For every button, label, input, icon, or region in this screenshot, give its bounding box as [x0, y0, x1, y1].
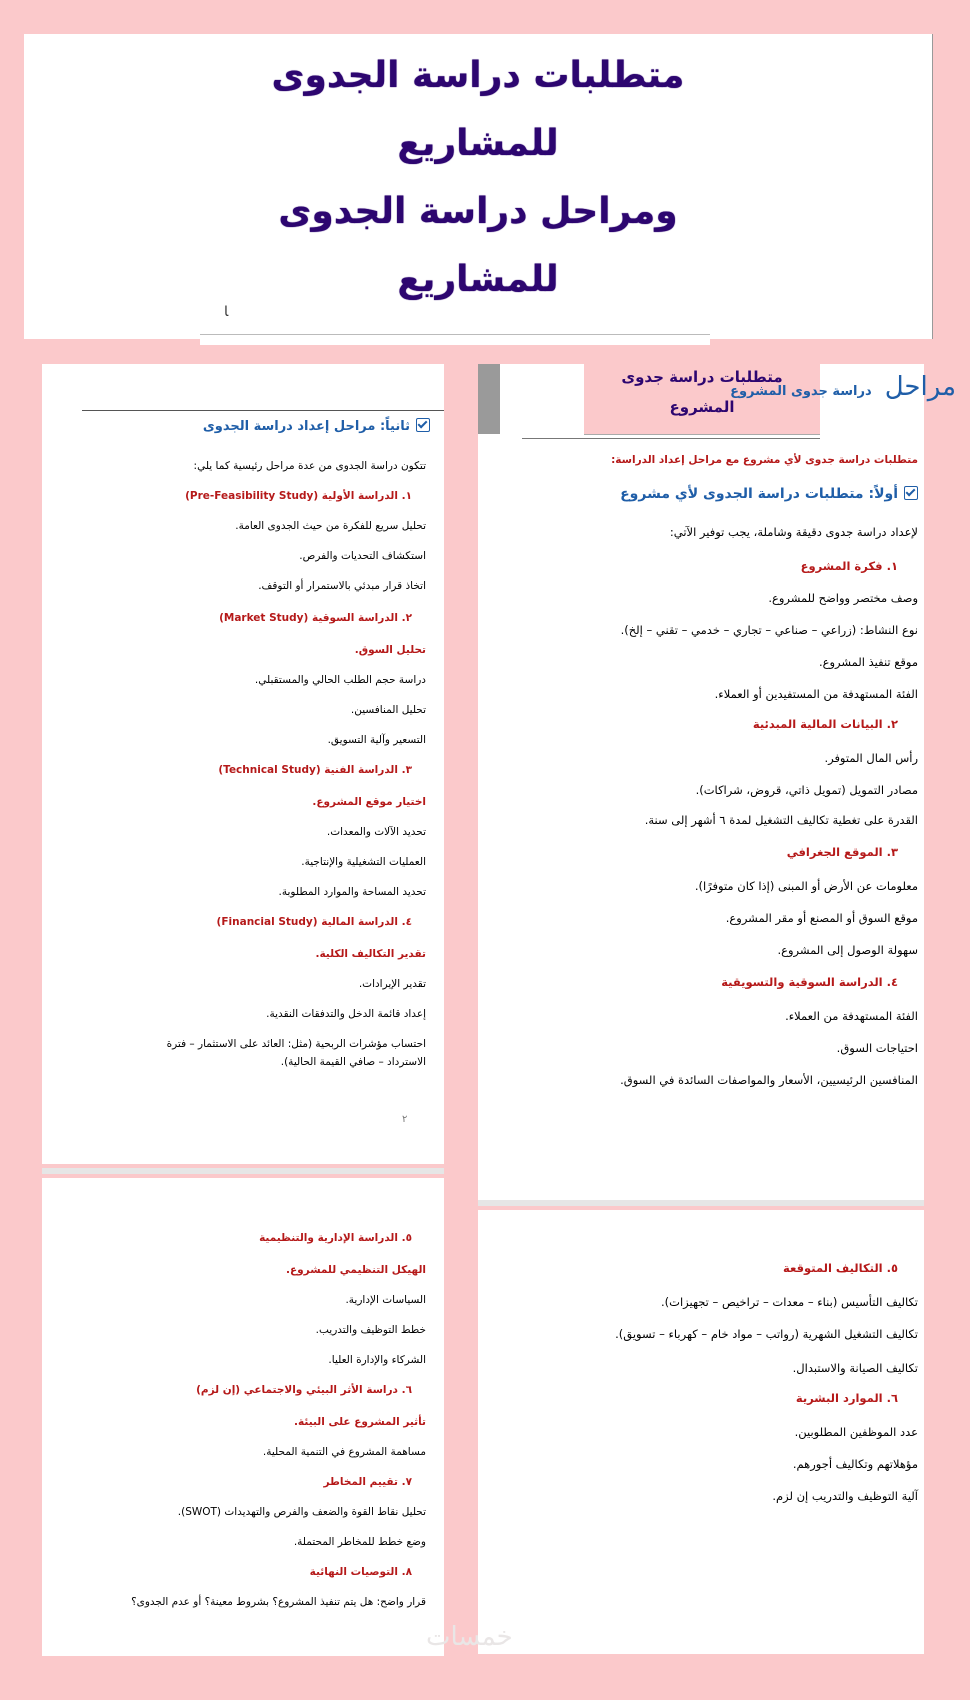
page-number: ٢	[402, 1114, 408, 1125]
banner-line-1: متطلبات دراسة جدوى	[621, 368, 783, 386]
list-item: عدد الموظفين المطلوبين.	[794, 1425, 918, 1439]
list-item: اتخاذ قرار مبدئي بالاستمرار أو التوقف.	[258, 580, 426, 592]
list-item: تكاليف الصيانة والاستبدال.	[792, 1361, 918, 1375]
list-item: المنافسين الرئيسيين، الأسعار والمواصفات السائدة في السوق.	[620, 1073, 918, 1087]
list-item: التسعير وآلية التسويق.	[327, 734, 426, 746]
list-item: وصف مختصر وواضح للمشروع.	[768, 591, 918, 605]
subheading-hr: ٦. الموارد البشرية	[795, 1391, 898, 1405]
section-heading-stages	[52, 418, 430, 435]
heading-text: أولاً: متطلبات دراسة الجدوى لأي مشروع	[620, 486, 898, 502]
checkbox-icon	[904, 486, 918, 500]
list-item: قرار واضح: هل يتم تنفيذ المشروع؟ بشروط معينة؟ أو عدم الجدوى؟	[131, 1596, 426, 1608]
watermark: خمسات	[426, 1622, 513, 1652]
subheading-admin-study: ٥. الدراسة الإدارية والتنظيمية	[259, 1232, 412, 1244]
list-item: وضع خطط للمخاطر المحتملة.	[293, 1536, 426, 1548]
divider	[522, 438, 820, 439]
subheading-idea: ١. فكرة المشروع	[800, 559, 898, 573]
sub-label: تحليل السوق.	[354, 644, 426, 656]
title-line-2: للمشاريع	[397, 123, 559, 164]
subheading-financial-study: ٤. الدراسة المالية (Financial Study)	[216, 916, 412, 928]
list-item: احتساب مؤشرات الربحية (مثل: العائد على الاستثمار – فترة	[166, 1038, 426, 1050]
title-line-4: للمشاريع	[397, 259, 559, 300]
heading-text: ثانياً: مراحل إعداد دراسة الجدوى	[202, 419, 410, 434]
subheading-technical-study: ٣. الدراسة الفنية (Technical Study)	[218, 764, 412, 776]
divider	[82, 410, 444, 411]
stages-header-small: دراسة جدوى المشروع	[730, 384, 872, 399]
list-item: تكاليف التشغيل الشهرية (رواتب – مواد خام – كهرباء – تسويق).	[615, 1327, 918, 1341]
list-item: معلومات عن الأرض أو المبنى (إذا كان متوفرًا).	[694, 879, 918, 893]
checkbox-icon	[416, 418, 430, 432]
list-item: موقع السوق أو المصنع أو مقر المشروع.	[725, 911, 918, 925]
list-item: إعداد قائمة الدخل والتدفقات النقدية.	[266, 1008, 426, 1020]
subheading-location: ٣. الموقع الجغرافي	[786, 845, 898, 859]
list-item: تحليل نقاط القوة والضعف والفرص والتهديدات (SWOT).	[177, 1506, 426, 1518]
subheading-environment-study: ٦. دراسة الأثر البيئي والاجتماعي (إن لزم)	[196, 1384, 412, 1396]
title-strip	[200, 334, 710, 345]
list-item: آلية التوظيف والتدريب إن لزم.	[772, 1489, 918, 1503]
document-title	[24, 42, 932, 314]
sub-label: الهيكل التنظيمي للمشروع.	[285, 1264, 426, 1276]
stages-header	[596, 372, 956, 402]
title-line-1: متطلبات دراسة الجدوى	[271, 55, 685, 96]
list-item: السياسات الإدارية.	[345, 1294, 426, 1306]
list-item: الشركاء والإدارة العليا.	[328, 1354, 426, 1366]
sub-label: تأثير المشروع على البيئة.	[294, 1416, 426, 1428]
list-item: خطط التوظيف والتدريب.	[315, 1324, 426, 1336]
intro-line: متطلبات دراسة جدوى لأي مشروع مع مراحل إعداد الدراسة:	[611, 454, 918, 466]
lead-line: تتكون دراسة الجدوى من عدة مراحل رئيسية كما يلي:	[193, 460, 426, 472]
subheading-prefeasibility: ١. الدراسة الأولية (Pre-Feasibility Study)	[185, 490, 412, 502]
list-item: دراسة حجم الطلب الحالي والمستقبلي.	[254, 674, 426, 686]
list-item: تقدير الإيرادات.	[358, 978, 426, 990]
subheading-recommendations: ٨. التوصيات النهائية	[309, 1566, 412, 1578]
subheading-costs: ٥. التكاليف المتوقعة	[783, 1261, 898, 1275]
list-item: العمليات التشغيلية والإنتاجية.	[301, 856, 426, 868]
list-item: نوع النشاط: (زراعي – صناعي – تجاري – خدمي – تقني – إلخ).	[620, 623, 918, 637]
subheading-finance: ٢. البيانات المالية المبدئية	[752, 717, 898, 731]
list-item-continued: الاسترداد – صافي القيمة الحالية).	[280, 1056, 426, 1068]
list-item: تحليل المنافسين.	[350, 704, 426, 716]
list-item: احتياجات السوق.	[836, 1041, 918, 1055]
lead-line: لإعداد دراسة جدوى دقيقة وشاملة، يجب توفير الآتي:	[669, 525, 918, 539]
list-item: القدرة على تغطية تكاليف التشغيل لمدة ٦ أشهر إلى سنة.	[644, 813, 918, 827]
sub-label: اختيار موقع المشروع.	[312, 796, 426, 808]
banner-line-2: المشروع	[669, 398, 735, 416]
page-separator	[478, 1200, 924, 1206]
subheading-risk: ٧. تقييم المخاطر	[323, 1476, 412, 1488]
list-item: تحديد المساحة والموارد المطلوبة.	[278, 886, 426, 898]
scrollbar-thumb[interactable]	[478, 364, 500, 434]
list-item: مصادر التمويل (تمويل ذاتي، قروض، شراكات).	[695, 783, 918, 797]
list-item: تحديد الآلات والمعدات.	[326, 826, 426, 838]
stages-header-big: مراحل	[884, 372, 956, 402]
subheading-market: ٤. الدراسة السوقية والتسويقية	[721, 975, 898, 989]
subheading-market-study: ٢. الدراسة السوقية (Market Study)	[219, 612, 412, 624]
list-item: موقع تنفيذ المشروع.	[818, 655, 918, 669]
title-mark: ﺎ	[224, 304, 229, 320]
list-item: رأس المال المتوفر.	[824, 751, 918, 765]
list-item: تكاليف التأسيس (بناء – معدات – تراخيص – تجهيزات).	[660, 1295, 918, 1309]
section-heading-requirements	[492, 486, 918, 502]
sub-label: تقدير التكاليف الكلية.	[315, 948, 426, 960]
list-item: مساهمة المشروع في التنمية المحلية.	[262, 1446, 426, 1458]
page-separator	[42, 1168, 444, 1174]
list-item: الفئة المستهدفة من العملاء.	[785, 1009, 918, 1023]
list-item: تحليل سريع للفكرة من حيث الجدوى العامة.	[235, 520, 426, 532]
list-item: استكشاف التحديات والفرص.	[299, 550, 426, 562]
title-card	[24, 34, 933, 339]
list-item: سهولة الوصول إلى المشروع.	[777, 943, 918, 957]
list-item: الفئة المستهدفة من المستفيدين أو العملاء.	[714, 687, 918, 701]
title-line-3: ومراحل دراسة الجدوى	[278, 191, 678, 232]
list-item: مؤهلاتهم وتكاليف أجورهم.	[792, 1457, 918, 1471]
